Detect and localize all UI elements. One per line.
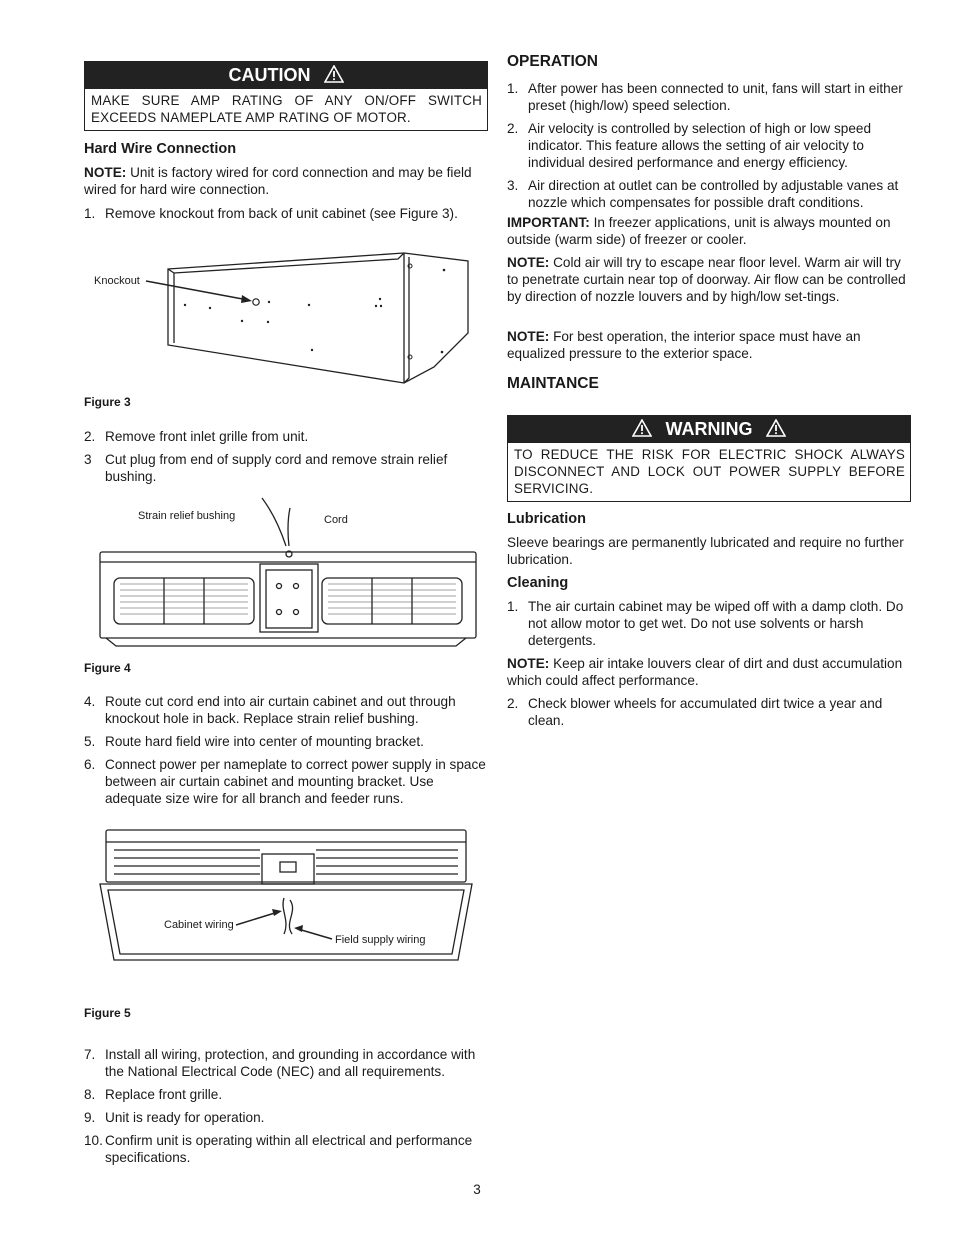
list-item: 7. Install all wiring, protection, and grounding in accordance with the National Electrical Code (NEC) and all requirements. — [84, 1047, 476, 1079]
list-item: 1. After power has been connected to unit, fans will start in either preset (high/low) speed selection. — [507, 81, 903, 113]
figure-5-wiring-drawing — [84, 824, 488, 974]
lubrication-heading: Lubrication — [507, 511, 586, 527]
list-item: 1. Remove knockout from back of unit cabinet (see Figure 3). — [84, 206, 458, 221]
caution-box — [84, 61, 488, 131]
warning-title: WARNING — [665, 419, 753, 439]
list-item: 4. Route cut cord end into air curtain cabinet and out through knockout hole in back. Replace strain relief bushing. — [84, 694, 456, 726]
hard-wire-heading: Hard Wire Connection — [84, 141, 237, 157]
warning-triangle-icon — [766, 419, 786, 437]
list-item: 3. Air direction at outlet can be controlled by adjustable vanes at nozzle which compensates for possible draft conditions. — [507, 178, 899, 210]
note-text: Unit is factory wired for cord connection and may be field wired for hard wire connection. — [84, 165, 472, 197]
caution-header — [85, 62, 487, 89]
cord-label: Cord — [324, 514, 348, 526]
list-item: 9. Unit is ready for operation. — [84, 1110, 265, 1125]
knockout-label: Knockout — [94, 275, 140, 287]
strain-relief-label: Strain relief bushing — [138, 510, 236, 522]
warning-triangle-icon — [324, 65, 344, 83]
warning-box — [507, 415, 911, 502]
list-item: 10. Confirm unit is operating within all electrical and performance specifications. — [84, 1133, 473, 1165]
cleaning-note: NOTE: Keep air intake louvers clear of dirt and dust accumulation which could affect performance. — [507, 656, 903, 688]
note-pressure: NOTE: For best operation, the interior space must have an equalized pressure to the exterior space. — [507, 329, 861, 361]
caution-text: MAKE SURE AMP RATING OF ANY ON/OFF SWITCH EXCEEDS NAMEPLATE AMP RATING OF MOTOR. — [91, 93, 482, 125]
important-note: IMPORTANT: In freezer applications, unit is always mounted on outside (warm side) of freezer or cooler. — [507, 215, 891, 247]
lubrication-text: Sleeve bearings are permanently lubricated and require no further lubrication. — [507, 535, 904, 567]
note-label: NOTE: — [84, 165, 127, 180]
figure-3-caption: Figure 3 — [84, 395, 131, 409]
hard-wire-steps-c — [84, 1046, 488, 1172]
hard-wire-step1-list — [84, 205, 488, 228]
list-item: 1. The air curtain cabinet may be wiped off with a damp cloth. Do not allow motor to get wet. Do not use solvents or harsh detergents. — [507, 599, 904, 648]
cabinet-wiring-label: Cabinet wiring — [164, 919, 234, 931]
hard-wire-steps-a — [84, 428, 488, 491]
cleaning-step1-list — [507, 598, 911, 655]
cleaning-heading: Cleaning — [507, 575, 569, 591]
list-item: 2. Check blower wheels for accumulated dirt twice a year and clean. — [507, 696, 883, 728]
maintance-heading: MAINTANCE — [507, 375, 599, 392]
caution-title: CAUTION — [228, 65, 311, 85]
field-supply-wiring-label: Field supply wiring — [335, 934, 426, 946]
list-item: 6. Connect power per nameplate to correct power supply in space between air curtain cabinet and mounting bracket. Use adequate size wire for all branch and feeder runs. — [84, 757, 486, 806]
list-item: 2. Air velocity is controlled by selection of high or low speed indicator. This feature allows the setting of air velocity to individual desired performance and energy efficiency. — [507, 121, 872, 170]
list-item: 8. Replace front grille. — [84, 1087, 223, 1102]
operation-steps — [507, 80, 911, 217]
figure-4-caption: Figure 4 — [84, 661, 131, 675]
warning-header — [508, 416, 910, 443]
hard-wire-note — [84, 164, 488, 198]
operation-heading: OPERATION — [507, 53, 598, 70]
warning-triangle-icon — [632, 419, 652, 437]
figure-5-caption: Figure 5 — [84, 1006, 131, 1020]
figure-3-cabinet-drawing — [84, 245, 488, 390]
hard-wire-steps-b — [84, 693, 488, 813]
list-item: 2. Remove front inlet grille from unit. — [84, 429, 309, 444]
cleaning-step2-list — [507, 695, 911, 735]
list-item: 3 Cut plug from end of supply cord and remove strain relief bushing. — [84, 452, 448, 484]
list-item: 5. Route hard field wire into center of mounting bracket. — [84, 734, 424, 749]
warning-text: TO REDUCE THE RISK FOR ELECTRIC SHOCK ALWAYS DISCONNECT AND LOCK OUT POWER SUPPLY BEFORE SERVICING. — [514, 447, 905, 496]
note-cold-air: NOTE: Cold air will try to escape near floor level. Warm air will try to penetrate curtain near top of doorway. Air flow can be controlled by direction of nozzle louvers and by high/low set-tings. — [507, 255, 906, 304]
page-number: 3 — [473, 1182, 481, 1197]
